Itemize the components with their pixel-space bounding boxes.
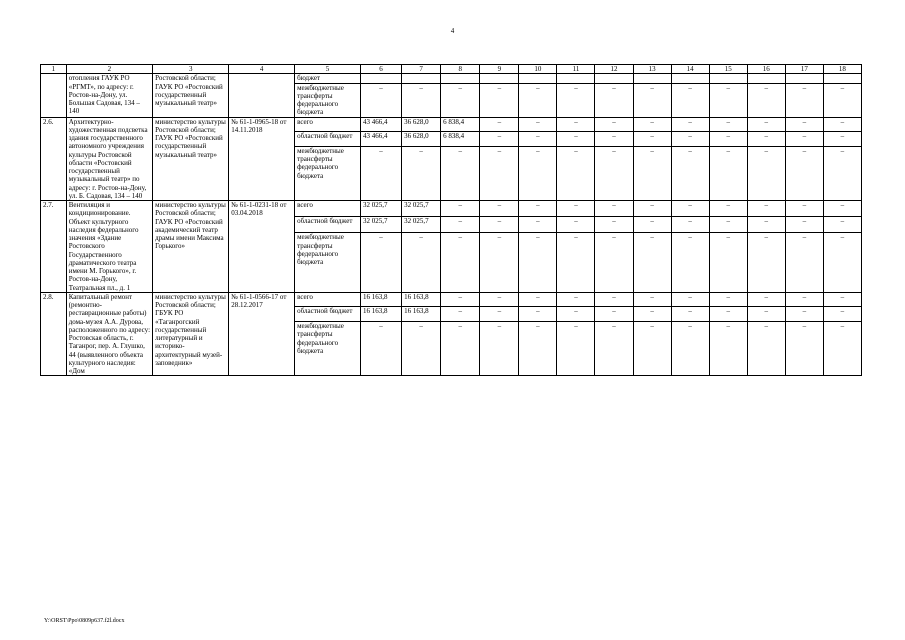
funding-source: межбюджетные трансферты федерального бюджета [295,233,361,292]
funding-source: межбюджетные трансферты федерального бюджета [295,83,361,117]
funding-source: областной бюджет [295,217,361,233]
customer: Ростовской области; ГАУК РО «Ростовский государственный музыкальный театр» [153,74,229,117]
value-cell: – [633,117,671,132]
value-cell: – [441,233,480,292]
budget-table [40,64,862,376]
object-name: Архитектурно-художественная подсветка здания государственного автономного учреждения культуры Ростовской области «Ростовский государственный музыкальный театр» по адресу: г. Ростов-на-Дону, ул. Б. Садовая, 134 – 140 [66,117,152,201]
value-cell: – [823,322,861,376]
column-number: 18 [823,65,861,74]
value-cell: – [823,292,861,307]
value-cell: – [557,233,595,292]
customer: министерство культуры Ростовской области; ГАУК РО «Ростовский академический театр драмы имени Максима Горького» [153,201,229,293]
table-row [41,201,862,217]
value-cell: – [519,201,557,217]
value-cell: – [595,217,633,233]
funding-source: межбюджетные трансферты федерального бюджета [295,322,361,376]
value-cell: 16 163,8 [402,307,441,322]
value-cell: – [441,201,480,217]
funding-source: областной бюджет [295,307,361,322]
value-cell: – [441,217,480,233]
value-cell [823,74,861,83]
value-cell: – [595,233,633,292]
value-cell: – [747,132,785,147]
value-cell: – [595,292,633,307]
value-cell: 16 163,8 [360,307,401,322]
value-cell: – [595,201,633,217]
value-cell [785,74,823,83]
value-cell: – [633,132,671,147]
column-number: 5 [295,65,361,74]
value-cell: 43 466,4 [360,132,401,147]
value-cell: – [441,146,480,200]
item-number: 2.7. [41,201,67,293]
value-cell: – [823,146,861,200]
value-cell: – [480,307,519,322]
column-number: 11 [557,65,595,74]
value-cell: – [633,201,671,217]
funding-source: бюджет [295,74,361,83]
value-cell: – [785,146,823,200]
value-cell: – [785,307,823,322]
value-cell: – [402,146,441,200]
value-cell: – [595,117,633,132]
value-cell: – [671,322,709,376]
value-cell: – [633,322,671,376]
value-cell: – [519,307,557,322]
value-cell: – [785,233,823,292]
value-cell: – [519,132,557,147]
value-cell: – [595,132,633,147]
value-cell: – [633,307,671,322]
value-cell: 32 025,7 [402,217,441,233]
value-cell [747,74,785,83]
value-cell: – [441,83,480,117]
column-number: 13 [633,65,671,74]
value-cell: – [709,83,747,117]
value-cell: – [823,233,861,292]
column-number: 3 [153,65,229,74]
value-cell: – [747,201,785,217]
value-cell: – [402,322,441,376]
value-cell: – [709,146,747,200]
item-number: 2.8. [41,292,67,376]
column-number: 1 [41,65,67,74]
value-cell: 36 628,0 [402,117,441,132]
funding-source: всего [295,292,361,307]
value-cell: – [519,292,557,307]
value-cell: 43 466,4 [360,117,401,132]
value-cell: – [633,217,671,233]
value-cell: – [709,322,747,376]
value-cell: – [747,83,785,117]
column-number: 16 [747,65,785,74]
value-cell: – [671,83,709,117]
value-cell: 36 628,0 [402,132,441,147]
value-cell: – [557,83,595,117]
item-number [41,74,67,117]
value-cell: – [480,83,519,117]
value-cell: 32 025,7 [360,201,401,217]
value-cell: – [709,292,747,307]
value-cell: – [823,132,861,147]
value-cell: – [519,117,557,132]
value-cell: – [480,292,519,307]
column-number: 14 [671,65,709,74]
value-cell: – [671,132,709,147]
value-cell: – [360,233,401,292]
value-cell: – [441,307,480,322]
column-number: 6 [360,65,401,74]
value-cell: – [595,322,633,376]
value-cell: – [441,322,480,376]
value-cell [480,74,519,83]
value-cell: – [480,322,519,376]
value-cell: – [785,117,823,132]
value-cell: – [557,132,595,147]
object-name: Вентиляция и кондиционирование. Объект культурного наследия федерального значения «Здание Ростовского Государственного драматического театра имени М. Горького», г. Ростов-на-Дону, Театральная пл., д. 1 [66,201,152,293]
funding-source: всего [295,117,361,132]
value-cell: – [633,292,671,307]
value-cell: – [747,322,785,376]
value-cell: – [823,83,861,117]
value-cell: – [360,83,401,117]
value-cell: 6 838,4 [441,132,480,147]
value-cell: – [557,217,595,233]
value-cell: – [557,117,595,132]
value-cell: – [823,217,861,233]
column-number: 9 [480,65,519,74]
value-cell: – [709,233,747,292]
value-cell [360,74,401,83]
column-number: 7 [402,65,441,74]
value-cell: – [709,201,747,217]
value-cell [519,74,557,83]
value-cell: – [671,233,709,292]
value-cell: – [519,83,557,117]
document-number: № 61-1-0566-17 от 28.12.2017 [229,292,295,376]
value-cell: – [785,322,823,376]
funding-source: всего [295,201,361,217]
value-cell: – [519,217,557,233]
customer: министерство культуры Ростовской области; ГБУК РО «Таганрогский государственный литературный и историко-архитектурный музей-заповедник» [153,292,229,376]
value-cell: – [633,146,671,200]
value-cell: – [595,83,633,117]
column-number: 17 [785,65,823,74]
page-number: 4 [450,27,455,35]
value-cell: – [480,146,519,200]
column-number: 2 [66,65,152,74]
value-cell: 16 163,8 [402,292,441,307]
value-cell: – [785,201,823,217]
value-cell [557,74,595,83]
table-row [41,117,862,132]
value-cell: – [709,117,747,132]
document-number: № 61-1-0965-18 от 14.11.2018 [229,117,295,201]
value-cell: – [595,307,633,322]
value-cell: – [671,201,709,217]
column-number: 12 [595,65,633,74]
value-cell: – [480,132,519,147]
value-cell: – [557,201,595,217]
value-cell: – [747,217,785,233]
value-cell: 32 025,7 [360,217,401,233]
value-cell: – [823,201,861,217]
value-cell: – [747,117,785,132]
customer: министерство культуры Ростовской области; ГАУК РО «Ростовский государственный музыкальный театр» [153,117,229,201]
value-cell: – [519,233,557,292]
value-cell: 16 163,8 [360,292,401,307]
object-name: Капитальный ремонт (ремонтно-реставрационные работы) дома-музея А.А. Дурова, расположенного по адресу: Ростовская область, г. Таганрог, пер. А. Глушко, 44 (выявленного объекта культурного наследия: «Дом [66,292,152,376]
document-number: № 61-1-0231-18 от 03.04.2018 [229,201,295,293]
value-cell: – [519,322,557,376]
value-cell: – [360,322,401,376]
file-path-footer: Y:\ORST\Ppo\0809p637.f2l.docx [44,618,125,624]
value-cell: – [747,146,785,200]
value-cell: 6 838,4 [441,117,480,132]
value-cell: – [785,292,823,307]
value-cell: – [823,117,861,132]
column-number-row [41,65,862,74]
value-cell: – [671,217,709,233]
value-cell: – [785,217,823,233]
value-cell: – [557,146,595,200]
value-cell: – [785,132,823,147]
table-row [41,292,862,307]
value-cell: – [671,146,709,200]
value-cell: – [633,83,671,117]
document-number [229,74,295,117]
column-number: 10 [519,65,557,74]
value-cell [595,74,633,83]
column-number: 15 [709,65,747,74]
value-cell: – [480,117,519,132]
value-cell: – [709,132,747,147]
value-cell: – [441,292,480,307]
table-row [41,74,862,83]
value-cell: – [671,292,709,307]
object-name: отопления ГАУК РО «РГМТ», по адресу: г. Ростов-на-Дону, ул. Большая Садовая, 134 – 140 [66,74,152,117]
value-cell [633,74,671,83]
value-cell: – [633,233,671,292]
item-number: 2.6. [41,117,67,201]
value-cell: – [747,292,785,307]
value-cell [709,74,747,83]
value-cell [671,74,709,83]
value-cell: – [709,217,747,233]
value-cell: 32 025,7 [402,201,441,217]
value-cell: – [709,307,747,322]
value-cell [441,74,480,83]
value-cell: – [747,307,785,322]
funding-source: областной бюджет [295,132,361,147]
value-cell: – [785,83,823,117]
column-number: 4 [229,65,295,74]
value-cell: – [557,322,595,376]
value-cell: – [747,233,785,292]
value-cell: – [671,307,709,322]
value-cell: – [480,201,519,217]
value-cell: – [557,292,595,307]
value-cell: – [480,217,519,233]
value-cell: – [671,117,709,132]
value-cell: – [480,233,519,292]
funding-source: межбюджетные трансферты федерального бюджета [295,146,361,200]
value-cell: – [557,307,595,322]
value-cell: – [823,307,861,322]
column-number: 8 [441,65,480,74]
value-cell: – [402,83,441,117]
value-cell: – [519,146,557,200]
value-cell: – [595,146,633,200]
value-cell [402,74,441,83]
value-cell: – [402,233,441,292]
value-cell: – [360,146,401,200]
